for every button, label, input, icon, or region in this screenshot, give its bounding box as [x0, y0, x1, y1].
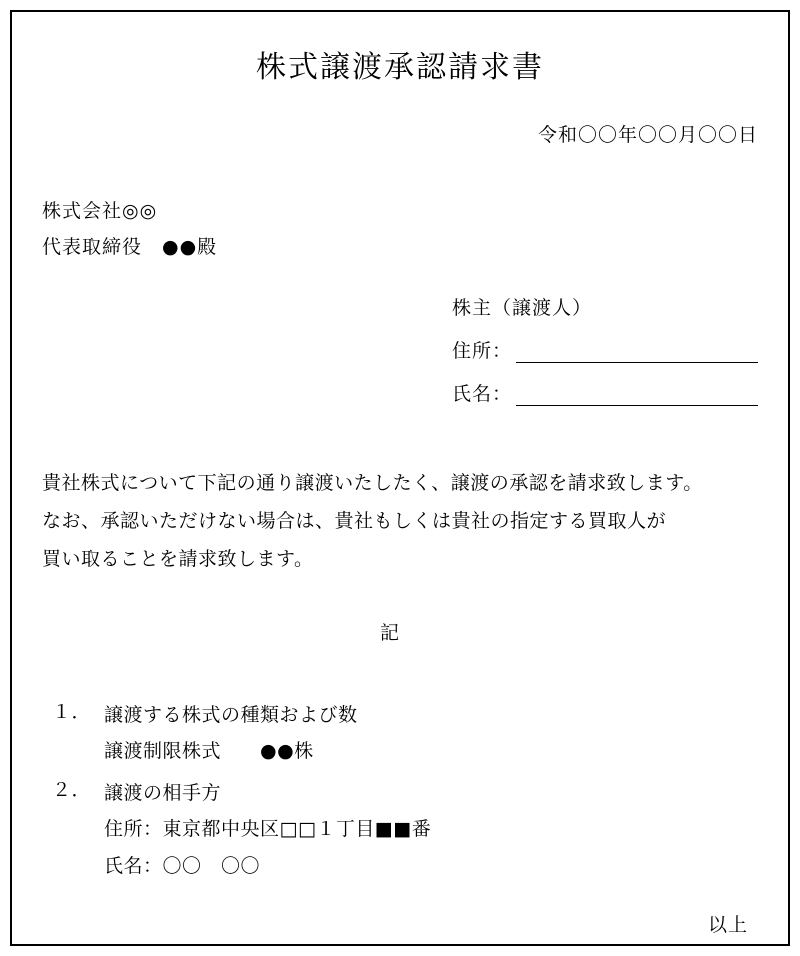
- page-title: 株式譲渡承認請求書: [256, 50, 544, 85]
- item-heading: 譲渡の相手方: [104, 782, 222, 805]
- shareholder-address-row: [452, 336, 758, 363]
- shareholder-block: [452, 293, 758, 406]
- document-content: [12, 12, 788, 944]
- closing-mark: 以上: [707, 913, 748, 936]
- shareholder-heading: 株主（譲渡人）: [452, 297, 593, 320]
- addressee-company: 株式会社◎◎: [42, 200, 158, 222]
- shareholder-name-input[interactable]: [516, 387, 758, 406]
- shareholder-name-label: 氏名：: [452, 383, 513, 406]
- document-date: 令和〇〇年〇〇月〇〇日: [537, 124, 758, 146]
- body-line-3: 買い取ることを請求致します。: [42, 548, 314, 571]
- item-body: [104, 775, 758, 883]
- shareholder-name-row: [452, 379, 758, 406]
- body-line-1: 貴社株式について下記の通り譲渡いたしたく、譲渡の承認を請求致します。: [42, 472, 703, 495]
- shareholder-address-label: 住所：: [452, 340, 513, 363]
- body-paragraph: [42, 464, 758, 578]
- body-line-2: なお、承認いただけない場合は、貴社もしくは貴社の指定する買取人が: [42, 510, 667, 533]
- item-detail-secondary: 氏名：〇〇 〇〇: [104, 854, 261, 877]
- item-detail: 住所：東京都中央区□□１丁目■■番: [104, 818, 432, 841]
- item-body: [104, 697, 758, 769]
- list-item: [42, 775, 758, 883]
- addressee-person: 代表取締役 ●●殿: [42, 236, 218, 259]
- item-number: １．: [52, 701, 92, 724]
- ki-mark: 記: [379, 622, 400, 645]
- item-heading: 譲渡する株式の種類および数: [104, 704, 358, 727]
- document-sheet: [10, 10, 790, 946]
- shareholder-address-input[interactable]: [516, 344, 758, 363]
- item-list: [42, 697, 758, 883]
- addressee-block: [42, 193, 758, 265]
- item-detail: 譲渡制限株式 ●●株: [104, 740, 314, 763]
- item-number: ２．: [52, 779, 92, 802]
- list-item: [42, 697, 758, 769]
